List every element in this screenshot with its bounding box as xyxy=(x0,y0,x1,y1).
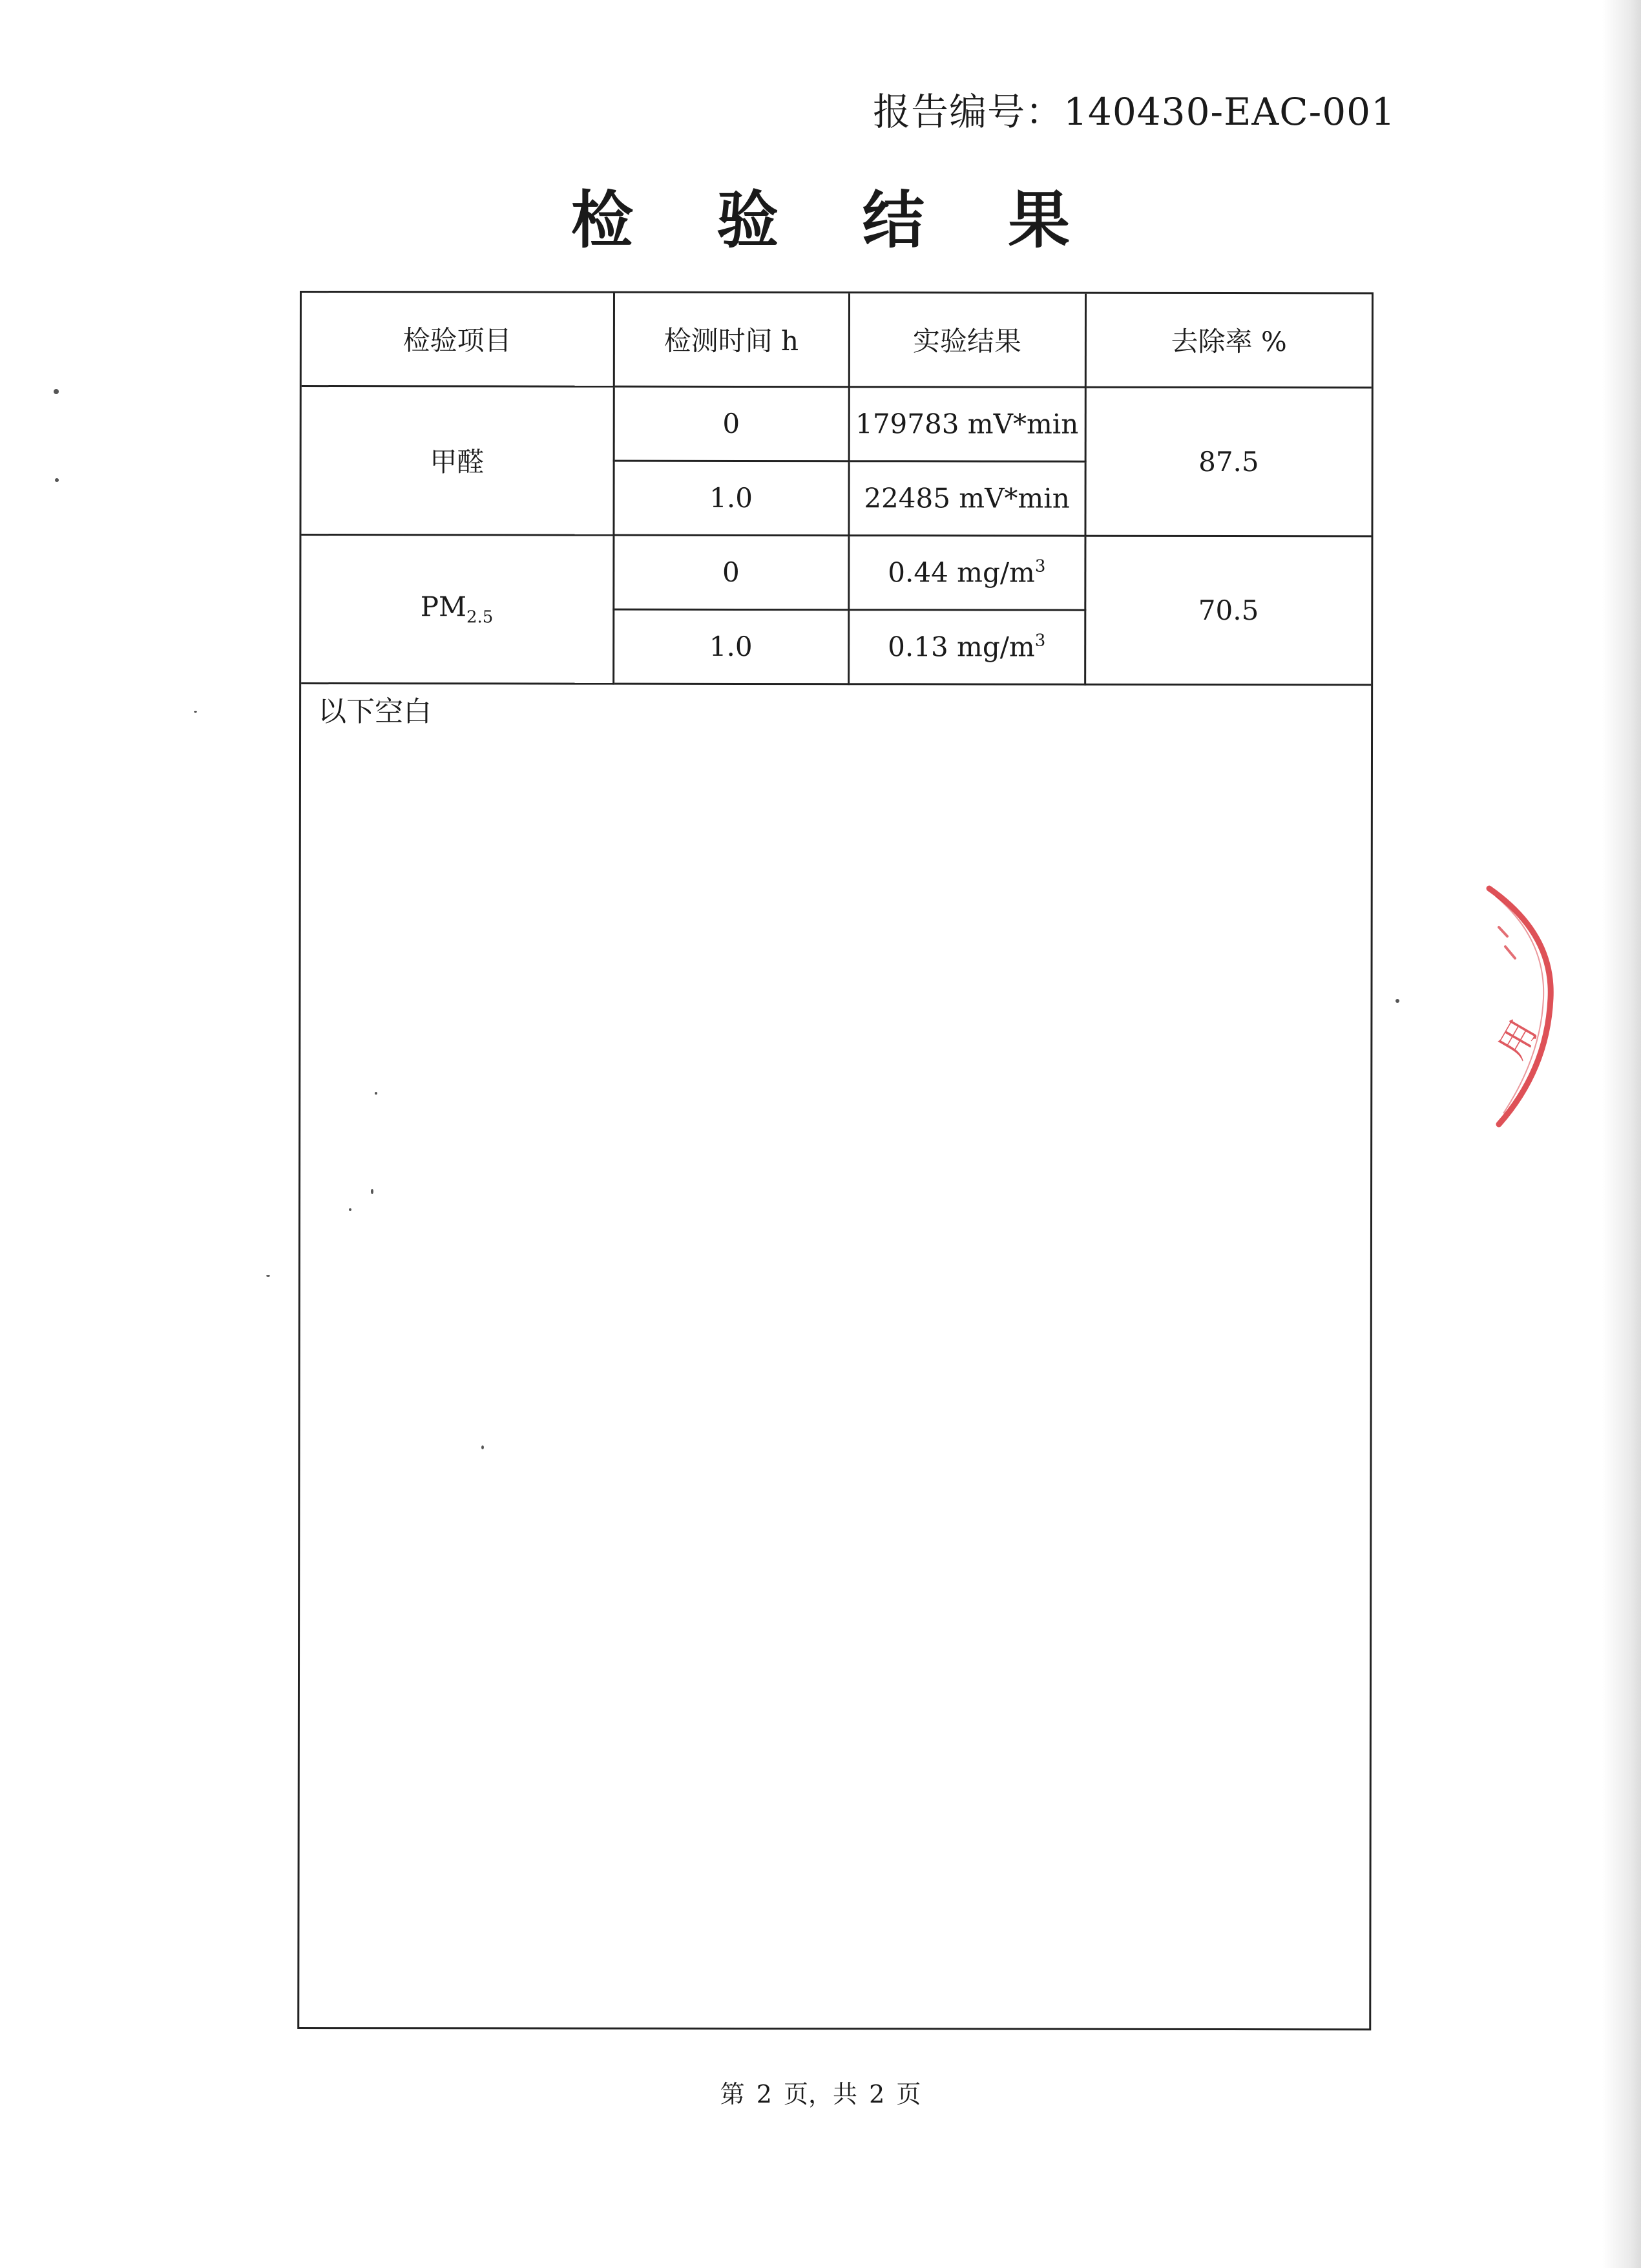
result-value: 0.13 mg/m xyxy=(888,631,1035,663)
scan-speck xyxy=(55,478,59,482)
item-pm25 xyxy=(301,534,613,684)
seal-arc xyxy=(1489,888,1551,1124)
blank-below-note: 以下空白 xyxy=(318,695,432,729)
official-seal-stamp xyxy=(1470,863,1573,1134)
time-cell: 0 xyxy=(613,535,848,610)
table-row xyxy=(301,534,1371,610)
results-frame xyxy=(297,291,1374,2030)
time-cell: 0 xyxy=(614,386,849,461)
time-cell: 1.0 xyxy=(613,609,848,684)
page-number-footer: 第 2 页，共 2 页 xyxy=(720,2080,921,2108)
report-number: 报告编号：140430-EAC-001 xyxy=(873,90,1395,134)
result-cell xyxy=(848,609,1085,684)
table-row xyxy=(302,386,1372,461)
table-header-row xyxy=(302,293,1372,387)
results-table xyxy=(301,293,1372,686)
unit-superscript: 3 xyxy=(1034,631,1046,651)
scan-speck xyxy=(266,1275,270,1277)
seal-char-fragment xyxy=(1499,927,1515,958)
page-title: 检 验 结 果 xyxy=(570,184,1102,257)
removal-rate-pm25: 70.5 xyxy=(1085,536,1371,685)
unit-superscript: 3 xyxy=(1034,556,1046,576)
scan-speck xyxy=(349,1208,351,1211)
scan-speck xyxy=(54,389,59,394)
column-header-removal-rate: 去除率 % xyxy=(1085,294,1372,388)
column-header-time: 检测时间 h xyxy=(614,293,849,387)
item-pm25-label: PM xyxy=(420,591,467,623)
seal-inner-arc xyxy=(1496,896,1543,1113)
scan-speck xyxy=(1395,999,1399,1003)
scan-speck xyxy=(481,1445,484,1449)
result-value: 0.44 mg/m xyxy=(888,556,1035,589)
column-header-item: 检验项目 xyxy=(302,293,614,386)
scan-speck xyxy=(371,1189,373,1194)
scan-speck xyxy=(375,1092,377,1095)
removal-rate-formaldehyde: 87.5 xyxy=(1085,387,1371,536)
column-header-result: 实验结果 xyxy=(849,293,1085,387)
scan-page-edge xyxy=(1602,0,1641,2268)
result-cell: 179783 mV*min xyxy=(849,386,1085,461)
time-cell: 1.0 xyxy=(613,461,848,536)
seal-partial-char: 用 xyxy=(1491,1013,1546,1066)
result-cell xyxy=(848,535,1085,610)
item-formaldehyde: 甲醛 xyxy=(301,386,613,535)
result-cell: 22485 mV*min xyxy=(848,461,1085,536)
scan-speck xyxy=(194,711,197,713)
item-pm25-subscript: 2.5 xyxy=(466,607,494,627)
